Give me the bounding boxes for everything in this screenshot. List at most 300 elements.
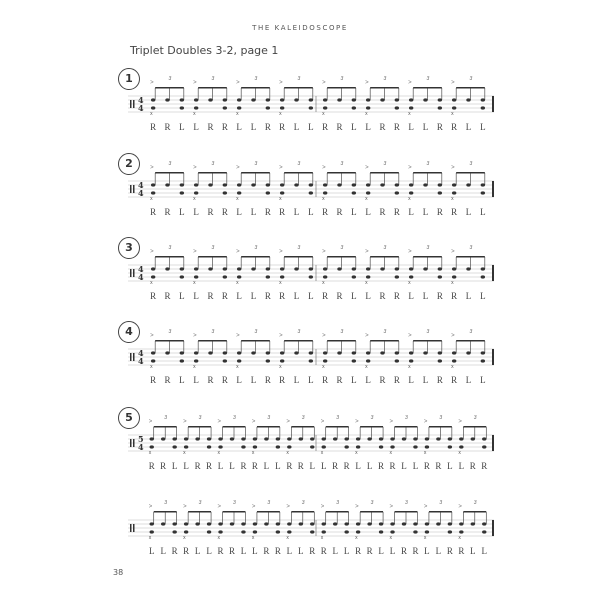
sticking-letter: R — [171, 546, 178, 556]
svg-text:x: x — [150, 280, 153, 286]
svg-text:3: 3 — [198, 415, 202, 421]
sticking-letter: L — [193, 375, 199, 385]
exercise-number: 1 — [118, 68, 140, 90]
svg-text:x: x — [193, 111, 196, 117]
sticking-letter: R — [332, 461, 339, 471]
sticking-letter: L — [408, 207, 414, 217]
sticking-letter: L — [365, 207, 371, 217]
svg-text:>: > — [193, 249, 197, 255]
svg-text:3: 3 — [439, 500, 443, 506]
svg-text:x: x — [148, 450, 152, 456]
sticking-letter: R — [322, 207, 329, 217]
sticking-letter: L — [193, 291, 199, 301]
sticking-letter: R — [251, 461, 258, 471]
sticking-letter: L — [240, 546, 247, 556]
sticking-letter: R — [206, 461, 213, 471]
svg-text:x: x — [217, 450, 221, 456]
svg-text:x: x — [279, 111, 282, 117]
sticking-letter: L — [206, 546, 212, 556]
svg-text:x: x — [322, 364, 325, 370]
sticking-letter: R — [379, 207, 386, 217]
svg-text:3: 3 — [301, 415, 305, 421]
svg-text:3: 3 — [473, 500, 477, 506]
svg-text:>: > — [355, 419, 359, 425]
svg-text:3: 3 — [426, 161, 430, 167]
svg-text:x: x — [286, 535, 289, 541]
sticking-letter: L — [355, 461, 361, 471]
svg-text:>: > — [236, 333, 240, 339]
sticking-letter: R — [221, 291, 228, 301]
svg-text:>: > — [148, 504, 153, 510]
sticking-letter: L — [263, 461, 270, 471]
sticking-letter: R — [343, 461, 350, 471]
svg-text:3: 3 — [383, 245, 387, 251]
svg-text:3: 3 — [164, 500, 167, 506]
sticking-letter: R — [436, 375, 443, 385]
sticking-letter: L — [480, 122, 486, 132]
sticking-letter: L — [179, 291, 185, 301]
sticking-letter: L — [308, 207, 314, 217]
svg-text:x: x — [355, 450, 358, 456]
svg-text:x: x — [279, 364, 282, 370]
sticking-letter: L — [365, 291, 371, 301]
svg-text:>: > — [217, 504, 222, 510]
exercise-number: 3 — [118, 237, 140, 259]
svg-text:3: 3 — [383, 76, 387, 82]
svg-text:x: x — [183, 450, 186, 456]
svg-text:>: > — [236, 80, 240, 86]
svg-text:x: x — [286, 450, 289, 456]
svg-text:x: x — [150, 196, 153, 202]
sticking-letter: R — [469, 461, 476, 471]
sticking-letter: R — [322, 122, 329, 132]
sticking-letter: R — [379, 291, 386, 301]
sticking-letter: R — [207, 291, 214, 301]
svg-text:>: > — [408, 333, 412, 339]
sticking-letter: L — [236, 122, 242, 132]
sticking-letter: L — [179, 122, 185, 132]
svg-text:>: > — [150, 249, 154, 255]
sticking-letter: R — [436, 291, 443, 301]
svg-text:3: 3 — [439, 415, 443, 421]
svg-text:3: 3 — [383, 161, 387, 167]
svg-text:x: x — [183, 535, 186, 541]
sticking-letter: L — [193, 122, 199, 132]
svg-text:x: x — [279, 280, 282, 286]
sticking-letter: L — [309, 461, 316, 471]
sticking-letter: L — [401, 461, 407, 471]
svg-text:>: > — [217, 419, 222, 425]
svg-text:>: > — [150, 80, 154, 86]
svg-text:x: x — [322, 111, 325, 117]
svg-text:3: 3 — [211, 329, 215, 335]
sticking-letter: L — [424, 546, 430, 556]
svg-text:x: x — [193, 280, 196, 286]
svg-text:x: x — [150, 111, 153, 117]
svg-text:x: x — [408, 196, 411, 202]
sticking-letter: R — [436, 207, 443, 217]
sticking-letter: R — [458, 546, 465, 556]
sticking-letter: L — [250, 207, 257, 217]
sticking-letter: R — [274, 546, 281, 556]
svg-text:x: x — [322, 280, 325, 286]
svg-text:>: > — [408, 80, 412, 86]
svg-text:x: x — [451, 280, 454, 286]
svg-text:3: 3 — [267, 415, 271, 421]
svg-text:>: > — [355, 504, 359, 510]
svg-text:>: > — [236, 249, 240, 255]
sticking-letter: R — [264, 207, 271, 217]
sticking-letter: L — [435, 546, 442, 556]
sticking-letter: L — [179, 375, 185, 385]
svg-text:>: > — [365, 80, 369, 86]
svg-text:>: > — [286, 504, 290, 510]
svg-text:>: > — [251, 419, 256, 425]
svg-text:3: 3 — [469, 76, 473, 82]
svg-text:x: x — [458, 450, 461, 456]
sticking-letter: L — [183, 461, 189, 471]
sticking-letter: R — [264, 375, 271, 385]
svg-text:4: 4 — [138, 348, 144, 358]
sticking-letter: R — [336, 207, 343, 217]
sticking-letter: R — [435, 461, 442, 471]
sticking-letter: R — [164, 375, 171, 385]
svg-text:>: > — [183, 419, 187, 425]
svg-text:3: 3 — [168, 329, 172, 335]
svg-text:>: > — [423, 419, 428, 425]
svg-text:x: x — [423, 450, 427, 456]
sticking-letter: L — [332, 546, 338, 556]
sticking-letter: L — [293, 207, 300, 217]
sticking-letter: L — [343, 546, 350, 556]
sticking-letter: R — [279, 375, 286, 385]
sticking-letter: L — [465, 122, 472, 132]
sticking-letter: R — [393, 291, 400, 301]
svg-text:>: > — [150, 165, 154, 171]
svg-text:3: 3 — [469, 245, 473, 251]
sticking-letter: R — [150, 375, 157, 385]
sticking-letter: L — [293, 122, 300, 132]
sticking-letter: R — [207, 122, 214, 132]
svg-text:x: x — [236, 111, 239, 117]
svg-text:x: x — [236, 364, 239, 370]
svg-text:4: 4 — [138, 180, 144, 190]
svg-text:>: > — [193, 80, 197, 86]
svg-text:3: 3 — [405, 415, 408, 421]
sticking-letter: L — [193, 207, 199, 217]
svg-text:3: 3 — [405, 500, 408, 506]
sticking-letter: R — [297, 461, 304, 471]
svg-text:x: x — [408, 111, 411, 117]
sticking-letter: R — [451, 291, 458, 301]
sticking-letter: R — [451, 207, 458, 217]
sticking-letter: R — [322, 291, 329, 301]
section-title: Triplet Doubles 3-2, page 1 — [130, 44, 279, 57]
sticking-letter: L — [250, 122, 257, 132]
svg-text:3: 3 — [340, 161, 344, 167]
svg-text:x: x — [193, 196, 196, 202]
svg-text:>: > — [322, 333, 326, 339]
sticking-letter: R — [336, 375, 343, 385]
svg-text:3: 3 — [340, 245, 344, 251]
svg-text:>: > — [320, 504, 325, 510]
sticking-letter: L — [378, 546, 384, 556]
svg-text:>: > — [365, 165, 369, 171]
svg-text:>: > — [365, 333, 369, 339]
sticking-letter: R — [148, 461, 155, 471]
running-header: THE KALEIDOSCOPE — [252, 24, 348, 32]
sticking-letter: R — [379, 375, 386, 385]
sticking-letter: R — [160, 461, 167, 471]
svg-text:x: x — [236, 280, 239, 286]
svg-text:4: 4 — [138, 95, 144, 105]
svg-text:3: 3 — [211, 76, 215, 82]
svg-text:>: > — [279, 333, 283, 339]
sticking-letter: L — [465, 291, 472, 301]
svg-text:>: > — [236, 165, 240, 171]
sticking-letter: R — [279, 291, 286, 301]
svg-text:>: > — [451, 333, 455, 339]
sticking-letter: R — [423, 461, 430, 471]
svg-text:x: x — [365, 280, 368, 286]
sticking-letter: R — [446, 546, 453, 556]
svg-text:3: 3 — [254, 76, 258, 82]
sticking-letter: L — [236, 375, 242, 385]
svg-text:>: > — [458, 419, 462, 425]
svg-text:3: 3 — [426, 329, 430, 335]
sticking-letter: L — [229, 461, 235, 471]
svg-text:3: 3 — [297, 161, 301, 167]
sticking-letter: R — [279, 122, 286, 132]
sticking-letter: L — [171, 461, 178, 471]
sticking-letter: L — [365, 375, 371, 385]
svg-text:3: 3 — [297, 245, 301, 251]
svg-text:x: x — [236, 196, 239, 202]
svg-text:3: 3 — [211, 245, 215, 251]
sticking-letter: L — [422, 375, 429, 385]
svg-text:x: x — [365, 364, 368, 370]
sticking-letter: L — [308, 375, 314, 385]
sticking-letter: R — [481, 461, 488, 471]
svg-text:x: x — [423, 535, 427, 541]
sticking-letter: L — [412, 461, 419, 471]
svg-text:>: > — [183, 504, 187, 510]
sticking-letter: L — [351, 207, 357, 217]
svg-text:x: x — [408, 280, 411, 286]
svg-text:>: > — [408, 165, 412, 171]
svg-text:3: 3 — [336, 500, 339, 506]
svg-text:5: 5 — [138, 434, 144, 444]
sticking-letter: L — [275, 461, 281, 471]
svg-text:>: > — [320, 419, 325, 425]
sticking-letter: R — [436, 122, 443, 132]
svg-text:x: x — [451, 196, 454, 202]
sticking-letter: L — [308, 291, 314, 301]
sticking-letter: L — [408, 375, 414, 385]
sticking-letter: L — [366, 461, 373, 471]
svg-text:4: 4 — [138, 103, 144, 113]
svg-text:>: > — [251, 504, 256, 510]
sticking-letter: L — [422, 122, 429, 132]
sticking-letter: R — [217, 546, 224, 556]
sticking-letter: L — [252, 546, 258, 556]
exercise-1 — [118, 68, 498, 138]
sticking-letter: R — [228, 546, 235, 556]
svg-text:x: x — [365, 196, 368, 202]
svg-text:>: > — [451, 80, 455, 86]
sticking-letter: L — [148, 546, 155, 556]
sticking-letter: R — [221, 122, 228, 132]
sticking-letter: R — [378, 461, 385, 471]
svg-text:4: 4 — [138, 264, 144, 274]
svg-text:x: x — [408, 364, 411, 370]
sticking-letter: R — [150, 207, 157, 217]
sticking-letter: R — [320, 546, 327, 556]
exercise-5 — [118, 407, 498, 477]
sticking-letter: L — [408, 122, 414, 132]
svg-text:>: > — [451, 249, 455, 255]
svg-text:4: 4 — [138, 272, 144, 282]
svg-text:3: 3 — [233, 500, 236, 506]
sticking-letter: R — [150, 122, 157, 132]
sticking-letter: R — [389, 461, 396, 471]
svg-text:3: 3 — [168, 76, 172, 82]
sticking-letter: L — [480, 291, 486, 301]
sticking-letter: L — [250, 375, 257, 385]
svg-text:x: x — [451, 111, 454, 117]
sticking-letter: L — [351, 375, 357, 385]
svg-text:3: 3 — [168, 245, 172, 251]
sticking-letter: R — [263, 546, 270, 556]
sticking-letter: R — [412, 546, 419, 556]
svg-text:x: x — [251, 450, 255, 456]
svg-text:>: > — [389, 504, 394, 510]
svg-text:x: x — [458, 535, 461, 541]
sticking-letter: L — [179, 207, 185, 217]
sticking-letter: R — [207, 375, 214, 385]
exercise-3 — [118, 237, 498, 307]
svg-text:3: 3 — [198, 500, 202, 506]
sticking-letter: L — [293, 291, 300, 301]
exercise-6 — [118, 492, 498, 562]
sticking-letter: L — [217, 461, 224, 471]
svg-text:3: 3 — [383, 329, 387, 335]
svg-text:3: 3 — [254, 161, 258, 167]
svg-text:>: > — [408, 249, 412, 255]
sticking-letter: R — [207, 207, 214, 217]
sticking-letter: L — [465, 207, 472, 217]
exercise-number: 5 — [118, 407, 140, 429]
svg-text:3: 3 — [254, 245, 258, 251]
svg-text:x: x — [355, 535, 358, 541]
svg-text:3: 3 — [336, 415, 339, 421]
sticking-letter: R — [264, 291, 271, 301]
sticking-letter: L — [365, 122, 371, 132]
sticking-letter: R — [451, 375, 458, 385]
sticking-letter: R — [393, 375, 400, 385]
svg-text:>: > — [279, 80, 283, 86]
svg-text:x: x — [217, 535, 221, 541]
sticking-letter: L — [286, 546, 293, 556]
svg-text:x: x — [150, 364, 153, 370]
sticking-letter: R — [336, 291, 343, 301]
svg-text:3: 3 — [164, 415, 167, 421]
svg-text:3: 3 — [469, 329, 473, 335]
svg-text:3: 3 — [233, 415, 236, 421]
sticking-letter: L — [422, 207, 429, 217]
sticking-letter: R — [221, 207, 228, 217]
svg-text:>: > — [193, 333, 197, 339]
svg-text:3: 3 — [267, 500, 271, 506]
sticking-letter: L — [293, 375, 300, 385]
svg-text:x: x — [251, 535, 255, 541]
sticking-letter: L — [236, 291, 242, 301]
svg-text:3: 3 — [340, 329, 344, 335]
svg-text:>: > — [193, 165, 197, 171]
sticking-letter: R — [379, 122, 386, 132]
svg-text:>: > — [279, 249, 283, 255]
svg-text:x: x — [279, 196, 282, 202]
svg-text:x: x — [320, 535, 324, 541]
svg-text:x: x — [320, 450, 324, 456]
sticking-letter: L — [160, 546, 166, 556]
svg-text:x: x — [322, 196, 325, 202]
svg-text:4: 4 — [138, 442, 144, 452]
svg-text:x: x — [148, 535, 152, 541]
sticking-letter: L — [408, 291, 414, 301]
sticking-letter: R — [194, 461, 201, 471]
sticking-letter: L — [447, 461, 453, 471]
sticking-letter: R — [393, 122, 400, 132]
sticking-letter: L — [389, 546, 396, 556]
svg-text:>: > — [458, 504, 462, 510]
sticking-letter: L — [351, 122, 357, 132]
svg-text:x: x — [451, 364, 454, 370]
sticking-letter: L — [480, 207, 486, 217]
sticking-letter: L — [194, 546, 201, 556]
svg-text:3: 3 — [473, 415, 477, 421]
svg-text:3: 3 — [297, 76, 301, 82]
svg-text:3: 3 — [254, 329, 258, 335]
svg-text:3: 3 — [426, 76, 430, 82]
svg-text:x: x — [389, 450, 393, 456]
sticking-letter: L — [481, 546, 488, 556]
sticking-letter: L — [458, 461, 465, 471]
sticking-letter: L — [250, 291, 257, 301]
svg-text:>: > — [365, 249, 369, 255]
svg-text:>: > — [322, 80, 326, 86]
sticking-letter: R — [336, 122, 343, 132]
sticking-letter: R — [322, 375, 329, 385]
svg-text:>: > — [451, 165, 455, 171]
svg-text:3: 3 — [340, 76, 344, 82]
exercise-number: 2 — [118, 153, 140, 175]
sticking-letter: R — [451, 122, 458, 132]
sticking-letter: L — [320, 461, 327, 471]
svg-text:3: 3 — [469, 161, 473, 167]
sticking-letter: R — [164, 291, 171, 301]
sticking-letter: R — [150, 291, 157, 301]
sticking-letter: R — [366, 546, 373, 556]
sticking-letter: R — [279, 207, 286, 217]
svg-text:x: x — [389, 535, 393, 541]
exercise-2 — [118, 153, 498, 223]
sticking-letter: L — [465, 375, 472, 385]
sticking-letter: L — [470, 546, 476, 556]
sticking-letter: R — [286, 461, 293, 471]
sticking-letter: R — [355, 546, 362, 556]
exercise-4 — [118, 321, 498, 391]
